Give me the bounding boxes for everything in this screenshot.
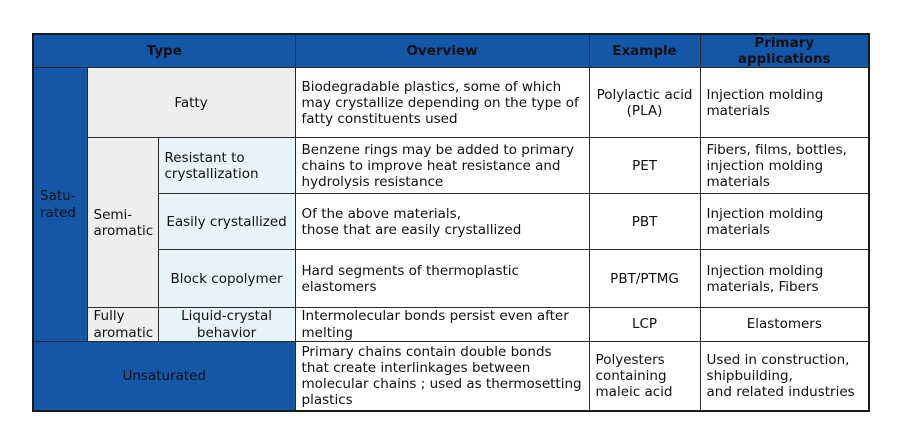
overview-unsaturated: Primary chains contain double bonds that create interlinkages between molecular chains ; used as thermosetting plastics bbox=[295, 341, 589, 411]
applications-fatty: Injection molding materials bbox=[700, 68, 869, 138]
type-easily: Easily crystallized bbox=[158, 194, 295, 250]
example-easily: PBT bbox=[589, 194, 700, 250]
example-resistant: PET bbox=[589, 138, 700, 194]
applications-liquid: Elastomers bbox=[700, 308, 869, 341]
overview-easily: Of the above materials, those that are easily crystallized bbox=[295, 194, 589, 250]
applications-resistant: Fibers, films, bottles, injection molding materials bbox=[700, 138, 869, 194]
example-fatty: Polylactic acid (PLA) bbox=[589, 68, 700, 138]
applications-unsaturated: Used in construction, shipbuilding, and related industries bbox=[700, 341, 869, 411]
overview-fatty: Biodegradable plastics, some of which may crystallize depending on the type of fatty constituents used bbox=[295, 68, 589, 138]
overview-block: Hard segments of thermoplastic elastomers bbox=[295, 250, 589, 308]
applications-block: Injection molding materials, Fibers bbox=[700, 250, 869, 308]
type-block: Block copolymer bbox=[158, 250, 295, 308]
group-unsaturated: Unsaturated bbox=[33, 341, 295, 411]
example-unsaturated: Polyesters containing maleic acid bbox=[589, 341, 700, 411]
polyester-classification-table bbox=[32, 33, 870, 412]
example-liquid: LCP bbox=[589, 308, 700, 341]
header-applications: Primary applications bbox=[700, 34, 869, 68]
group-fully-aromatic: Fully aromatic bbox=[87, 308, 158, 341]
overview-liquid: Intermolecular bonds persist even after melting bbox=[295, 308, 589, 341]
example-block: PBT/PTMG bbox=[589, 250, 700, 308]
overview-resistant: Benzene rings may be added to primary chains to improve heat resistance and hydrolysis resistance bbox=[295, 138, 589, 194]
applications-easily: Injection molding materials bbox=[700, 194, 869, 250]
group-saturated: Satu- rated bbox=[33, 68, 87, 341]
type-fatty: Fatty bbox=[87, 68, 295, 138]
type-liquid: Liquid-crystal behavior bbox=[158, 308, 295, 341]
header-example: Example bbox=[589, 34, 700, 68]
header-overview: Overview bbox=[295, 34, 589, 68]
type-resistant: Resistant to crystallization bbox=[158, 138, 295, 194]
header-type: Type bbox=[33, 34, 295, 68]
group-semi-aromatic: Semi- aromatic bbox=[87, 138, 158, 308]
